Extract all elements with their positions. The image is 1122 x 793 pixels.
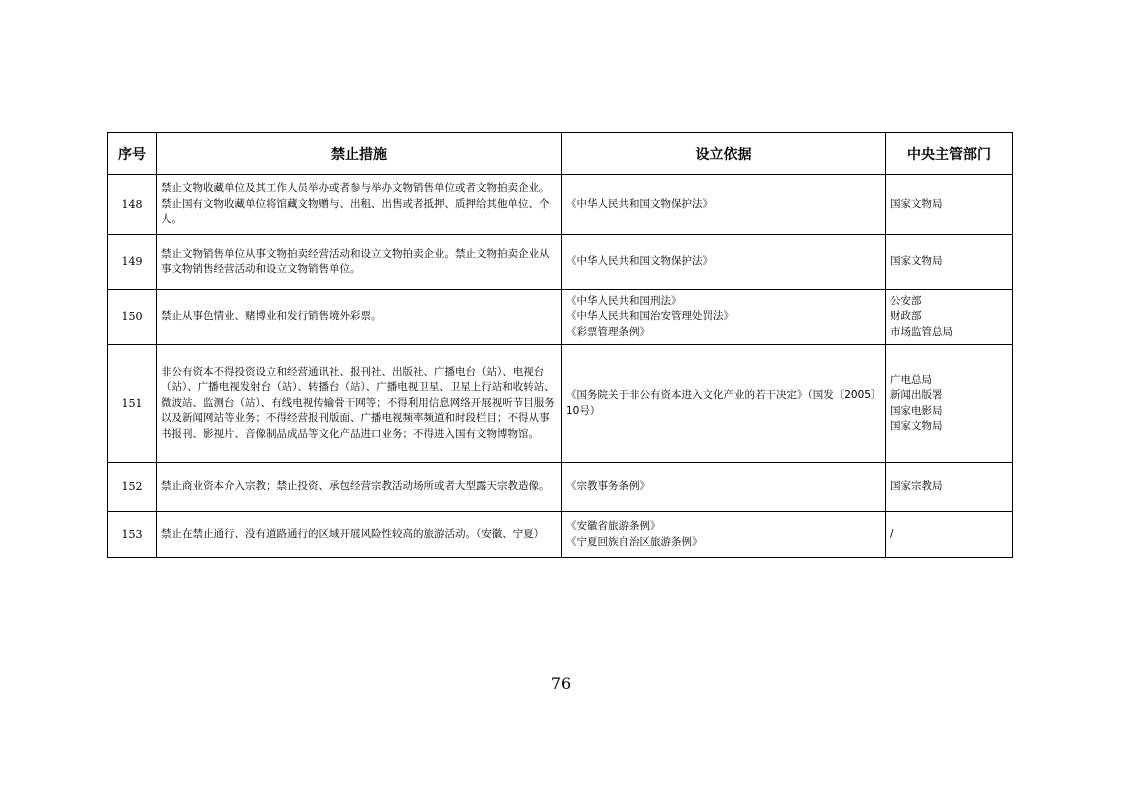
row-measure: 禁止文物销售单位从事文物拍卖经营活动和设立文物拍卖企业。禁止文物拍卖企业从事文物销售经营活动和设立文物销售单位。 bbox=[157, 235, 562, 290]
row-dept: / bbox=[886, 512, 1013, 558]
row-measure: 非公有资本不得投资设立和经营通讯社、报刊社、出版社、广播电台（站）、电视台（站）、广播电视发射台（站）、转播台（站）、广播电视卫星、卫星上行站和收转站、微波站、监测台（站）、有线电视传输骨干网等；不得利用信息网络开展视听节目服务以及新闻网站等业务；不得经营报刊版面、广播电视频率频道和时段栏目；不得从事书报刊、影视片、音像制品成品等文化产品进口业务；不得进入国有文物博物馆。 bbox=[157, 345, 562, 463]
row-measure: 禁止文物收藏单位及其工作人员举办或者参与举办文物销售单位或者文物拍卖企业。禁止国有文物收藏单位将馆藏文物赠与、出租、出售或者抵押、质押给其他单位、个人。 bbox=[157, 175, 562, 235]
row-dept: 公安部 财政部 市场监管总局 bbox=[886, 290, 1013, 345]
table-row bbox=[108, 290, 1013, 345]
table-row bbox=[108, 463, 1013, 512]
header-num: 序号 bbox=[108, 133, 157, 175]
row-num: 153 bbox=[108, 512, 157, 558]
table-row bbox=[108, 512, 1013, 558]
row-basis: 《安徽省旅游条例》 《宁夏回族自治区旅游条例》 bbox=[562, 512, 886, 558]
row-basis: 《宗教事务条例》 bbox=[562, 463, 886, 512]
row-dept: 广电总局 新闻出版署 国家电影局 国家文物局 bbox=[886, 345, 1013, 463]
row-dept: 国家文物局 bbox=[886, 235, 1013, 290]
table-header bbox=[108, 133, 1013, 175]
row-measure: 禁止商业资本介入宗教；禁止投资、承包经营宗教活动场所或者大型露天宗教造像。 bbox=[157, 463, 562, 512]
table-body bbox=[108, 175, 1013, 558]
table-row bbox=[108, 175, 1013, 235]
row-basis: 《中华人民共和国文物保护法》 bbox=[562, 175, 886, 235]
row-num: 151 bbox=[108, 345, 157, 463]
prohibition-measures-table bbox=[107, 132, 1013, 558]
row-basis: 《中华人民共和国刑法》 《中华人民共和国治安管理处罚法》 《彩票管理条例》 bbox=[562, 290, 886, 345]
row-num: 148 bbox=[108, 175, 157, 235]
table-row bbox=[108, 345, 1013, 463]
row-basis: 《中华人民共和国文物保护法》 bbox=[562, 235, 886, 290]
row-dept: 国家文物局 bbox=[886, 175, 1013, 235]
header-dept: 中央主管部门 bbox=[886, 133, 1013, 175]
regulation-table-container bbox=[107, 132, 1012, 558]
row-measure: 禁止从事色情业、赌博业和发行销售境外彩票。 bbox=[157, 290, 562, 345]
header-measure: 禁止措施 bbox=[157, 133, 562, 175]
row-num: 152 bbox=[108, 463, 157, 512]
page-number: 76 bbox=[550, 674, 572, 693]
row-num: 149 bbox=[108, 235, 157, 290]
header-basis: 设立依据 bbox=[562, 133, 886, 175]
row-measure: 禁止在禁止通行、没有道路通行的区域开展风险性较高的旅游活动。（安徽、宁夏） bbox=[157, 512, 562, 558]
header-row bbox=[108, 133, 1013, 175]
table-row bbox=[108, 235, 1013, 290]
row-basis: 《国务院关于非公有资本进入文化产业的若干决定》（国发〔2005〕10号） bbox=[562, 345, 886, 463]
row-dept: 国家宗教局 bbox=[886, 463, 1013, 512]
row-num: 150 bbox=[108, 290, 157, 345]
